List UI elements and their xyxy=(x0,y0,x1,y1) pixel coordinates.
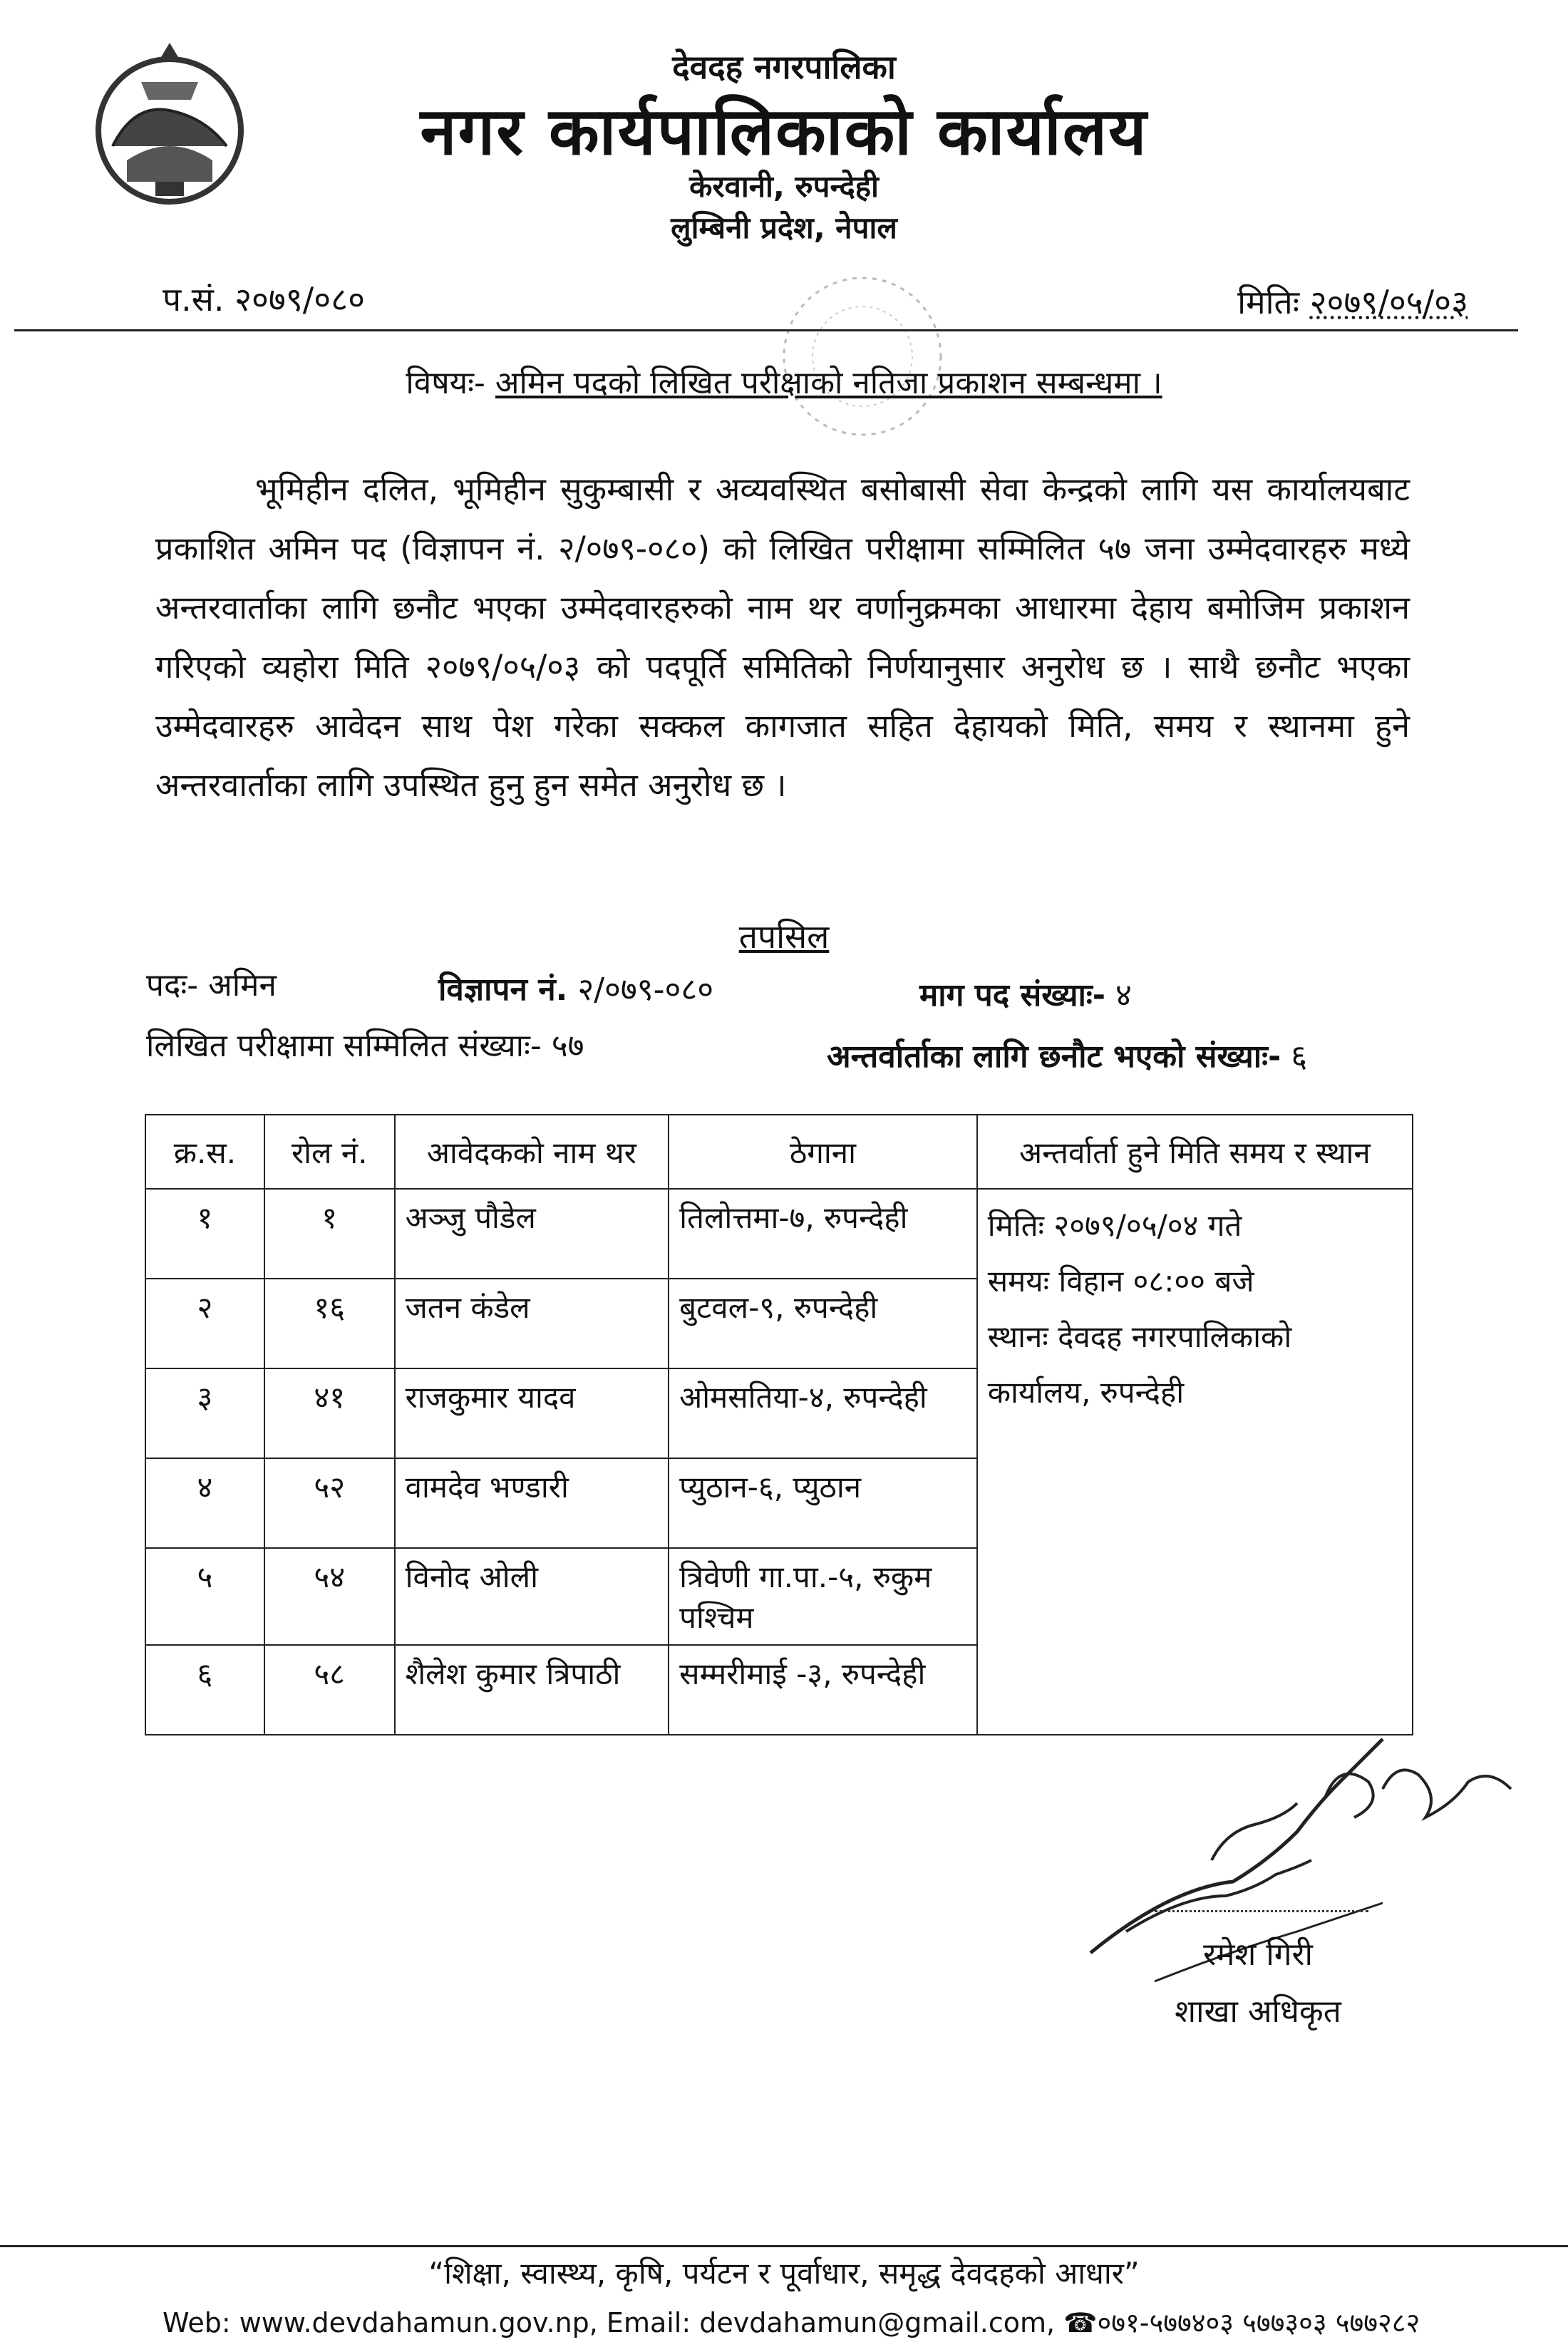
signatory-name: रमेश गिरी xyxy=(1203,1936,1313,1973)
reference-value: २०७९/०८० xyxy=(234,280,366,319)
results-table xyxy=(145,1114,1413,1735)
post-label: पदः- xyxy=(146,967,199,1004)
office-title: नगर कार्यपालिकाको कार्यालय xyxy=(420,93,1148,170)
advertisement-label: विज्ञापन नं. xyxy=(438,971,568,1008)
cell-address: बुटवल-९, रुपन्देही xyxy=(669,1279,977,1368)
written-exam-value: ५७ xyxy=(551,1028,584,1064)
cell-sn: ४ xyxy=(145,1458,264,1548)
demand-value: ४ xyxy=(1115,977,1132,1013)
subject-line xyxy=(0,360,1568,403)
address-line-1: केरवानी, रुपन्देही xyxy=(689,169,879,204)
cell-name: राजकुमार यादव xyxy=(395,1368,669,1458)
cell-roll: १६ xyxy=(264,1279,395,1368)
municipality-name: देवदह नगरपालिका xyxy=(672,48,896,86)
interview-place: स्थानः देवदह नगरपालिकाको कार्यालय, रुपन्देही xyxy=(987,1319,1292,1410)
written-exam-count xyxy=(146,1023,584,1066)
cell-roll: ५८ xyxy=(264,1645,395,1735)
subject-label: विषयः- xyxy=(406,365,485,401)
cell-name: जतन कंडेल xyxy=(395,1279,669,1368)
cell-roll: ५२ xyxy=(264,1458,395,1548)
written-exam-label: लिखित परीक्षामा सम्मिलित संख्याः- xyxy=(146,1028,542,1064)
cell-address: ओमसतिया-४, रुपन्देही xyxy=(669,1368,977,1458)
demand-label: माग पद संख्याः- xyxy=(919,977,1106,1013)
cell-sn: १ xyxy=(145,1189,264,1279)
shortlisted-value: ६ xyxy=(1291,1038,1308,1075)
footer-divider xyxy=(0,2245,1568,2247)
cell-name: विनोद ओली xyxy=(395,1548,669,1645)
column-header-name: आवेदकको नाम थर xyxy=(395,1115,669,1189)
signature-line xyxy=(1155,1910,1368,1912)
footer-motto: “शिक्षा, स्वास्थ्य, कृषि, पर्यटन र पूर्वाधार, समृद्ध देवदहको आधार” xyxy=(428,2256,1140,2291)
interview-time: समयः विहान ०८:०० बजे xyxy=(987,1264,1254,1299)
cell-roll: १ xyxy=(264,1189,395,1279)
column-header-roll: रोल नं. xyxy=(264,1115,395,1189)
post-info xyxy=(146,962,277,1005)
date-value: २०७९/०५/०३ xyxy=(1309,283,1468,321)
address-line-2: लुम्बिनी प्रदेश, नेपाल xyxy=(671,210,897,245)
demand-info xyxy=(919,972,1132,1015)
cell-address: तिलोत्तमा-७, रुपन्देही xyxy=(669,1189,977,1279)
cell-address: त्रिवेणी गा.पा.-५, रुकुम पश्चिम xyxy=(669,1548,977,1645)
reference-label: प.सं. xyxy=(163,280,225,319)
shortlisted-label: अन्तर्वार्ताका लागि छनौट भएको संख्याः- xyxy=(827,1038,1281,1075)
interview-details xyxy=(977,1189,1413,1735)
cell-sn: २ xyxy=(145,1279,264,1368)
table-row xyxy=(145,1189,1413,1279)
column-header-address: ठेगाना xyxy=(669,1115,977,1189)
cell-address: प्युठान-६, प्युठान xyxy=(669,1458,977,1548)
cell-sn: ५ xyxy=(145,1548,264,1645)
cell-sn: ३ xyxy=(145,1368,264,1458)
cell-roll: ५४ xyxy=(264,1548,395,1645)
cell-sn: ६ xyxy=(145,1645,264,1735)
advertisement-info xyxy=(438,966,713,1009)
office-stamp-icon xyxy=(770,264,955,449)
footer-contact: Web: www.devdahamun.gov.np, Email: devdahamun@gmail.com, ☎०७१-५७७४०३ ५७७३०३ ५७७२८२ xyxy=(163,2307,1420,2338)
cell-name: अञ्जु पौडेल xyxy=(395,1189,669,1279)
cell-address: सम्मरीमाई -३, रुपन्देही xyxy=(669,1645,977,1735)
table-header-row xyxy=(145,1115,1413,1189)
letter-date xyxy=(1237,279,1468,324)
column-header-interview: अन्तर्वार्ता हुने मिति समय र स्थान xyxy=(977,1115,1413,1189)
subject-text: अमिन पदको लिखित परीक्षाको नतिजा प्रकाशन सम्बन्धमा । xyxy=(495,365,1162,401)
column-header-sn: क्र.स. xyxy=(145,1115,264,1189)
header-divider xyxy=(14,329,1518,331)
advertisement-value: २/०७९-०८० xyxy=(577,971,714,1008)
cell-name: शैलेश कुमार त्रिपाठी xyxy=(395,1645,669,1735)
interview-date: मितिः २०७९/०५/०४ गते xyxy=(987,1208,1242,1243)
date-label: मितिः xyxy=(1237,283,1300,321)
signature-icon xyxy=(1083,1718,1539,2024)
cell-name: वामदेव भण्डारी xyxy=(395,1458,669,1548)
shortlisted-count xyxy=(827,1033,1307,1076)
letter-body: भूमिहीन दलित, भूमिहीन सुकुम्बासी र अव्यवस्थित बसोबासी सेवा केन्द्रको लागि यस कार्यालयबाट प्रकाशित अमिन पद (विज्ञापन नं. २/०७९-०८०) को लिखित परीक्षामा सम्मिलित ५७ जना उम्मेदवारहरु मध्ये अन्तरवार्ताका लागि छनौट भएका उम्मेदवारहरुको नाम थर वर्णानुक्रमका आधारमा देहाय बमोजिम प्रकाशन गरिएको व्यहोरा मिति २०७९/०५/०३ को पदपूर्ति समितिको निर्णयानुसार अनुरोध छ । साथै छनौट भएका उम्मेदवारहरु आवेदन साथ पेश गरेका सक्कल कागजात सहित देहायको मिति, समय र स्थानमा हुने अन्तरवार्ताका लागि उपस्थित हुनु हुन समेत अनुरोध छ । xyxy=(155,470,1410,804)
reference-number xyxy=(163,277,365,321)
post-value: अमिन xyxy=(208,967,277,1004)
signatory-title: शाखा अधिकृत xyxy=(1175,1993,1341,2030)
details-heading: तपसिल xyxy=(738,917,830,956)
cell-roll: ४१ xyxy=(264,1368,395,1458)
